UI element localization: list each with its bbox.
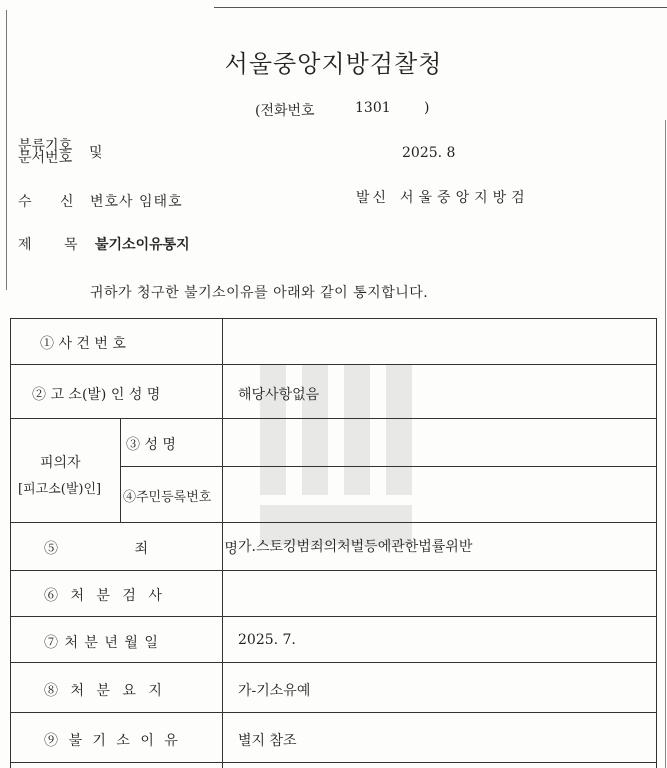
row-label-charge: ⑤ 죄 명 [44,541,238,557]
row-label-suspect-name: ③ 성 명 [126,437,176,453]
suspect-group-sublabel: [피고소(발)인] [18,482,102,497]
row-label-resident-number: ④주민등록번호 [123,490,212,505]
table-rule [120,466,656,467]
table-border [10,318,11,768]
row-value-charge: 가.스토킹범죄의처벌등에관한법률위반 [238,539,473,555]
scan-edge [214,7,667,8]
table-column-divider [120,418,121,522]
suspect-group-label: 피의자 [40,455,81,471]
row-value-complainant: 해당사항없음 [238,387,320,403]
row-label-disposition-summary: ⑧ 처 분 요 지 [44,683,166,699]
phone-label: (전화번호 [255,103,315,119]
classification-label-line2: 문서번호 [18,150,73,166]
table-rule [10,712,656,713]
table-rule [10,570,656,571]
recipient-value: 변호사 임태호 [90,194,183,210]
intro-text: 귀하가 청구한 불기소이유를 아래와 같이 통지합니다. [90,285,429,301]
row-label-case-number: ① 사 건 번 호 [40,336,126,352]
subject-label: 제 목 [18,237,92,253]
page-title: 서울중앙지방검찰청 [224,50,443,78]
row-label-disposition-date: ⑦ 처 분 년 월 일 [44,635,159,651]
table-rule [10,522,656,523]
table-border [656,318,657,768]
subject-value: 불기소이유통지 [95,237,190,253]
scan-edge [665,120,666,768]
classification-label [18,140,78,164]
table-rule [10,418,656,419]
phone-close: ) [424,100,430,116]
sender-value: 서울중앙지방검 [400,190,530,206]
recipient-label: 수 신 [18,194,86,210]
document-date: 2025. 8 [402,145,456,161]
row-value-non-indictment-reason: 별지 참조 [238,733,297,749]
table-rule [10,762,656,763]
sender-label: 발신 [356,190,390,206]
classification-label-line1: 분류기호 [18,138,73,154]
row-value-disposition-summary: 가-기소유예 [238,683,311,699]
classification-and: 및 [89,145,103,161]
row-label-prosecutor: ⑥ 처 분 검 사 [44,588,166,604]
row-label-complainant: ② 고 소(발) 인 성 명 [32,387,161,403]
table-rule [10,616,656,617]
table-border [10,318,656,319]
row-label-non-indictment-reason: ⑨ 불 기 소 이 유 [44,733,181,749]
table-rule [10,662,656,663]
phone-number: 1301 [355,100,391,116]
table-rule [10,364,656,365]
row-value-disposition-date: 2025. 7. [238,632,296,648]
